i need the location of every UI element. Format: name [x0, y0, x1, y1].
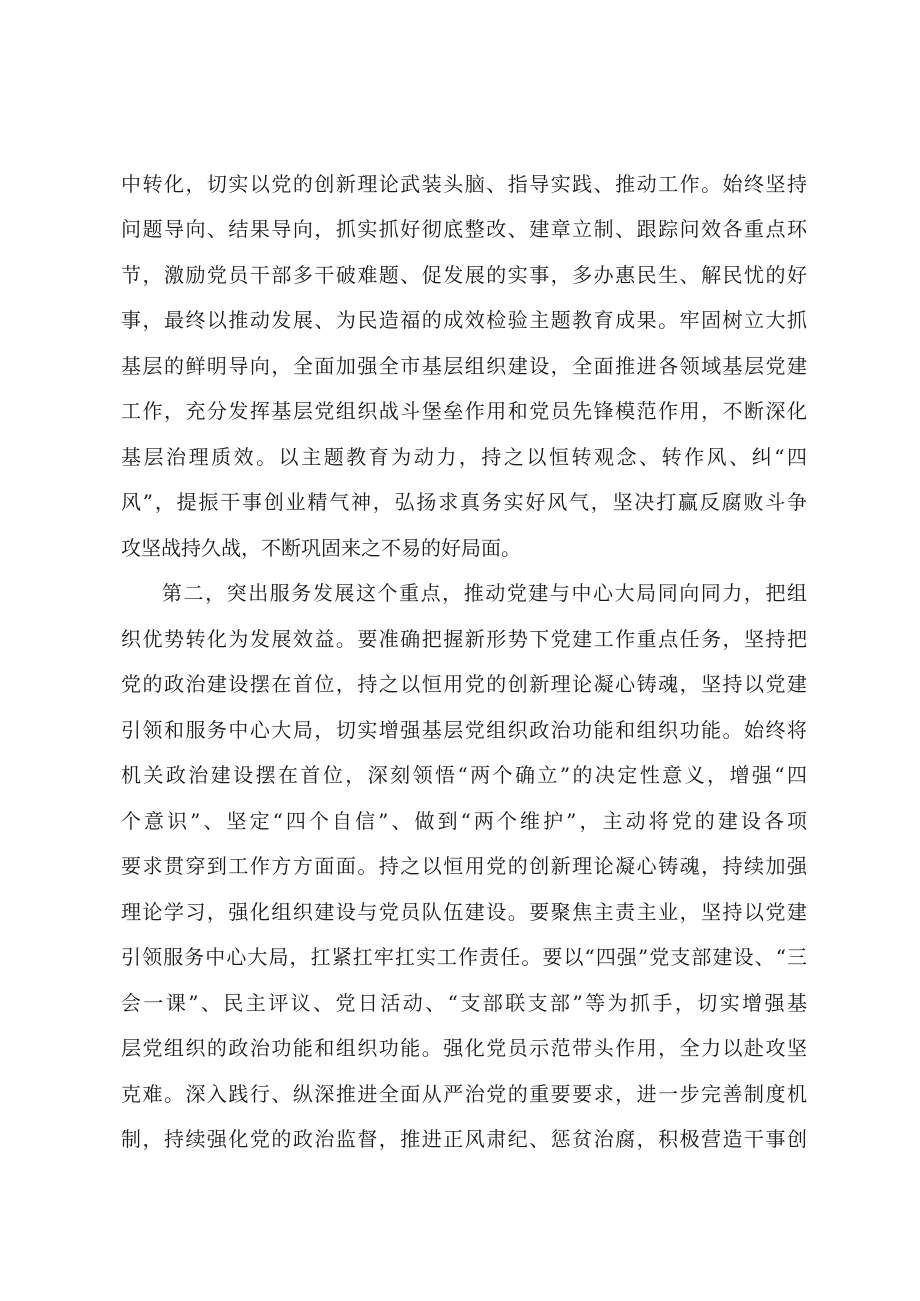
text-line: 机关政治建设摆在首位，深刻领悟“两个确立”的决定性意义，增强“四 [121, 763, 807, 787]
text-line: 工作，充分发挥基层党组织战斗堡垒作用和党员先锋模范作用，不断深化 [121, 399, 807, 423]
text-line: 事，最终以推动发展、为民造福的成效检验主题教育成果。牢固树立大抓 [121, 308, 807, 332]
text-line: 风”，提振干事创业精气神，弘扬求真务实好风气，坚决打赢反腐败斗争 [121, 490, 807, 514]
text-line: 攻坚战持久战，不断巩固来之不易的好局面。 [121, 536, 521, 560]
text-line: 第二，突出服务发展这个重点，推动党建与中心大局同向同力，把组 [162, 581, 807, 605]
text-line: 会一课”、民主评议、党日活动、“支部联支部”等为抓手，切实增强基 [121, 991, 807, 1015]
text-line: 问题导向、结果导向，抓实抓好彻底整改、建章立制、跟踪问效各重点环 [121, 217, 807, 241]
text-line: 节，激励党员干部多干破难题、促发展的实事，多办惠民生、解民忧的好 [121, 263, 807, 287]
text-line: 个意识”、坚定“四个自信”、做到“两个维护”，主动将党的建设各项 [121, 809, 807, 833]
text-line: 要求贯穿到工作方方面面。持之以恒用党的创新理论凝心铸魂，持续加强 [121, 854, 807, 878]
text-line: 引领和服务中心大局，切实增强基层党组织政治功能和组织功能。始终将 [121, 718, 807, 742]
text-line: 制，持续强化党的政治监督，推进正风肃纪、惩贫治腐，积极营造干事创 [121, 1127, 807, 1151]
text-line: 层党组织的政治功能和组织功能。强化党员示范带头作用，全力以赴攻坚 [121, 1036, 807, 1060]
text-line: 织优势转化为发展效益。要准确把握新形势下党建工作重点任务，坚持把 [121, 627, 807, 651]
text-line: 基层的鲜明导向，全面加强全市基层组织建设，全面推进各领域基层党建 [121, 354, 807, 378]
text-line: 基层治理质效。以主题教育为动力，持之以恒转观念、转作风、纠“四 [121, 445, 807, 469]
text-line: 中转化，切实以党的创新理论武装头脑、指导实践、推动工作。始终坚持 [121, 172, 807, 196]
text-line: 克难。深入践行、纵深推进全面从严治党的重要要求，进一步完善制度机 [121, 1082, 807, 1106]
text-line: 引领服务中心大局，扛紧扛牢扛实工作责任。要以“四强”党支部建设、“三 [121, 945, 807, 969]
text-line: 理论学习，强化组织建设与党员队伍建设。要聚焦主责主业，坚持以党建 [121, 900, 807, 924]
text-line: 党的政治建设摆在首位，持之以恒用党的创新理论凝心铸魂，坚持以党建 [121, 672, 807, 696]
